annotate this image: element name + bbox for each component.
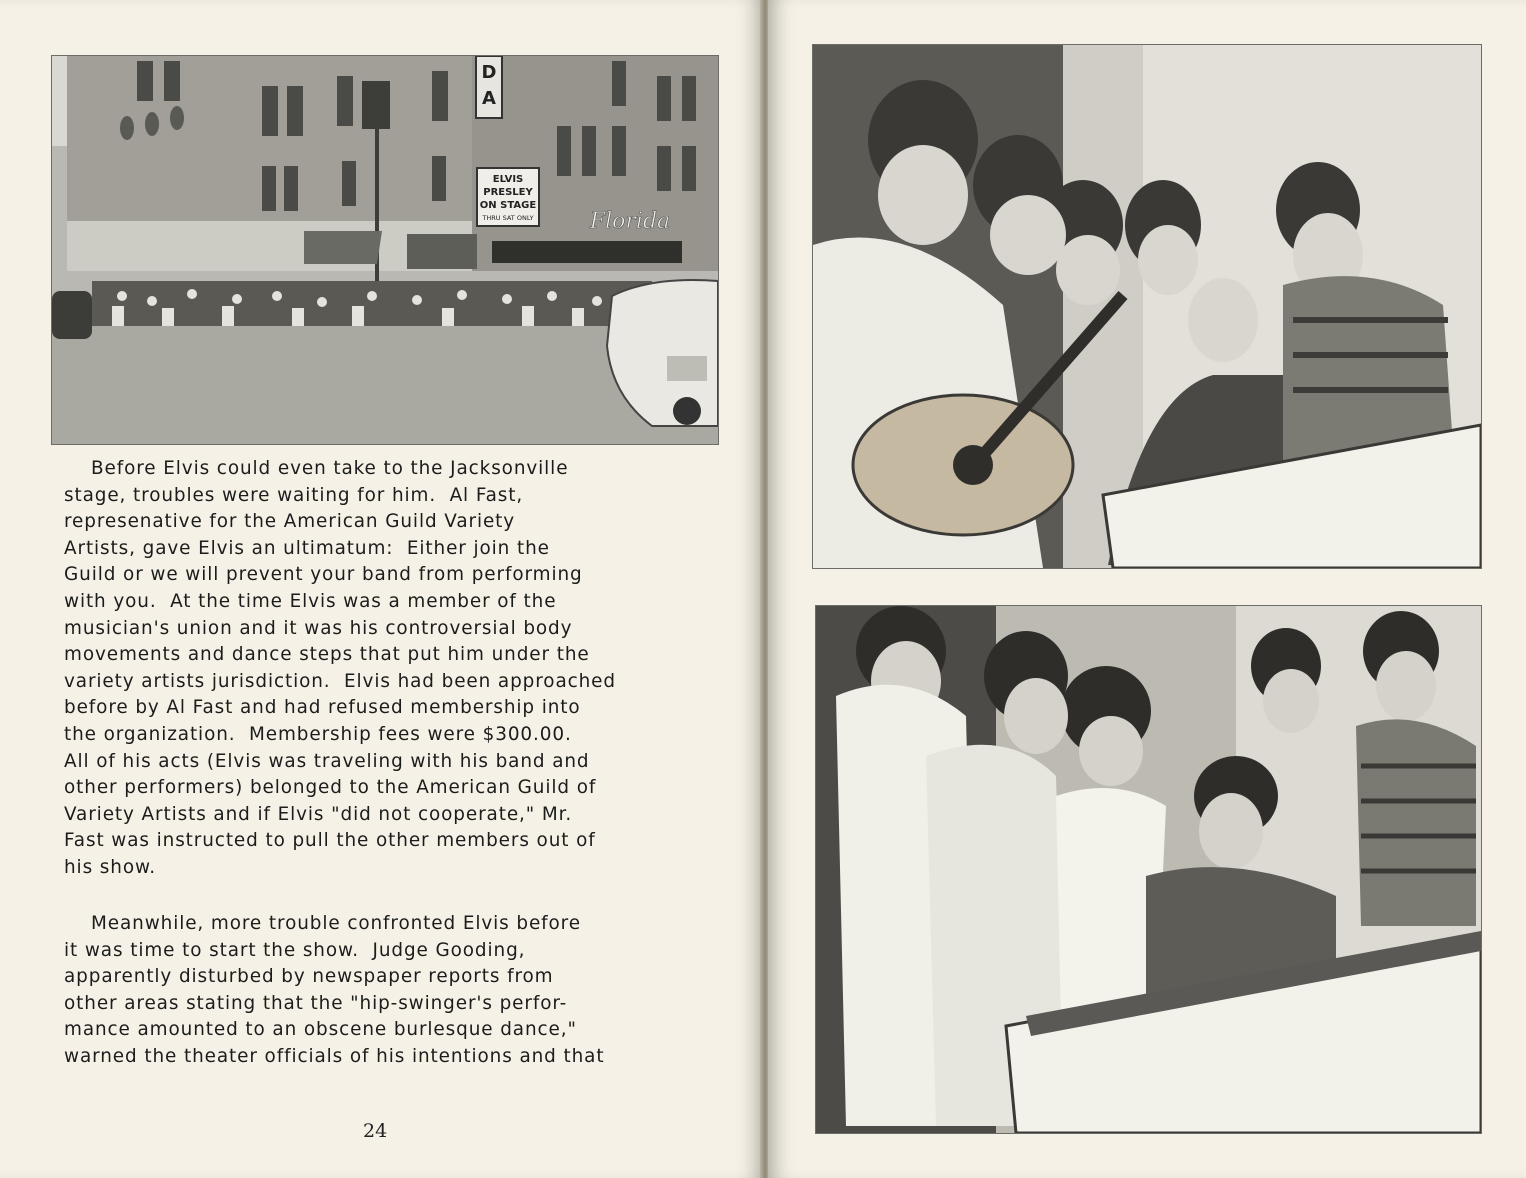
piano-group-photo-top-drawing (813, 45, 1481, 568)
para1-line: musician's union and it was his controversial body (64, 617, 573, 639)
para1-line: Before Elvis could even take to the Jacksonville (64, 458, 569, 479)
svg-text:A: A (482, 88, 496, 109)
para1-line: represenative for the American Guild Variety (64, 511, 516, 533)
para1-line: his show. (64, 856, 156, 878)
para2-line: it was time to start the show. Judge Gooding, (64, 939, 526, 961)
para2-line: mance amounted to an obscene burlesque dance," (64, 1019, 577, 1041)
para2-line: warned the theater officials of his intentions and that (64, 1045, 605, 1067)
para1-line: All of his acts (Elvis was traveling with his band and (64, 750, 590, 772)
para2-line: apparently disturbed by newspaper reports from (64, 966, 554, 988)
marquee-line-2: PRESLEY (483, 187, 533, 198)
para1-line: movements and dance steps that put him under the (64, 644, 590, 666)
para2-line: Meanwhile, more trouble confronted Elvis before (64, 913, 581, 934)
para1-line: the organization. Membership fees were $300.00. (64, 723, 572, 745)
theater-street-photo-drawing (52, 56, 718, 444)
marquee-line-3: ON STAGE (479, 200, 537, 211)
body-paragraph-2 (64, 911, 734, 1071)
para1-line: Artists, gave Elvis an ultimatum: Either join the (64, 537, 550, 559)
para1-line: variety artists jurisdiction. Elvis had been approached (64, 670, 616, 692)
para1-line: before by Al Fast and had refused membership into (64, 697, 581, 719)
para1-line: Fast was instructed to pull the other members out of (64, 830, 596, 852)
piano-group-photo-bottom-drawing (816, 606, 1481, 1133)
svg-text:D: D (481, 62, 497, 83)
para1-line: Guild or we will prevent your band from performing (64, 564, 583, 586)
para1-line: Variety Artists and if Elvis "did not cooperate," Mr. (64, 803, 573, 825)
body-paragraph-1 (64, 456, 734, 882)
marquee-line-4: THRU SAT ONLY (482, 214, 534, 222)
theater-street-photo (51, 55, 719, 445)
theater-name-sign: Florida (589, 209, 671, 234)
marquee-line-1: ELVIS (492, 174, 524, 185)
para1-line: with you. At the time Elvis was a member of the (64, 590, 557, 612)
para2-line: other areas stating that the "hip-swinger's perfor- (64, 992, 568, 1014)
para1-line: other performers) belonged to the American Guild of (64, 777, 597, 799)
para1-line: stage, troubles were waiting for him. Al Fast, (64, 484, 524, 506)
piano-group-photo-top (812, 44, 1482, 569)
piano-group-photo-bottom (815, 605, 1482, 1134)
page-number: 24 (363, 1120, 388, 1142)
